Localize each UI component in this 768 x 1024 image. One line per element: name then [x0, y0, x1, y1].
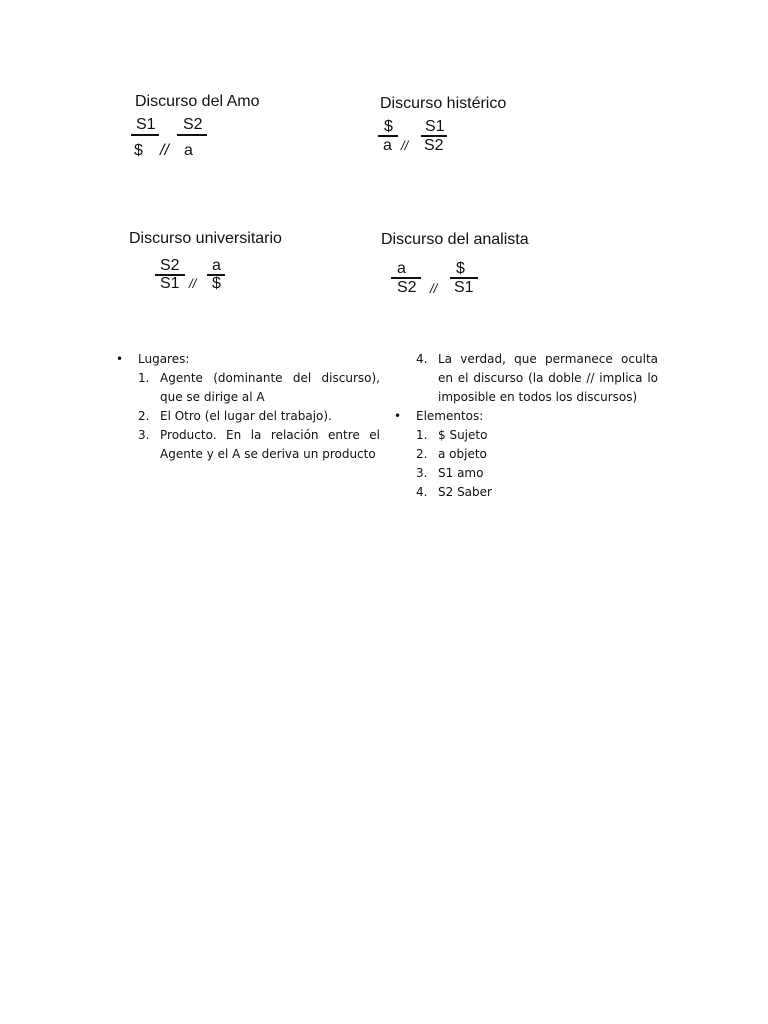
amo-bar-right	[177, 134, 207, 136]
text-column-left	[116, 350, 380, 464]
discurso-analista-title: Discurso del analista	[381, 231, 529, 248]
historico-top-right: S1	[425, 118, 445, 135]
list-number: 4.	[416, 352, 428, 366]
discurso-universitario-title: Discurso universitario	[129, 230, 282, 247]
historico-separator: //	[401, 138, 409, 153]
list-text: a objeto	[438, 447, 487, 461]
list-item	[116, 426, 380, 464]
amo-separator: //	[160, 142, 169, 159]
list-number: 3.	[416, 466, 428, 480]
discurso-amo-title: Discurso del Amo	[135, 93, 260, 110]
lugares-heading: • Lugares:	[116, 350, 380, 369]
list-item	[394, 350, 658, 407]
amo-top-right: S2	[183, 116, 203, 133]
list-number: 3.	[138, 428, 150, 442]
amo-top-left: S1	[136, 116, 156, 133]
list-number: 2.	[138, 409, 150, 423]
list-number: 1.	[416, 428, 428, 442]
amo-bar-left	[131, 134, 159, 136]
list-item	[116, 407, 380, 426]
list-number: 1.	[138, 371, 150, 385]
list-item	[394, 464, 658, 483]
list-text: $ Sujeto	[438, 428, 488, 442]
list-number: 2.	[416, 447, 428, 461]
historico-bottom-left: a	[383, 137, 392, 154]
universitario-top-right: a	[212, 257, 221, 274]
universitario-separator: //	[189, 276, 197, 291]
list-text: El Otro (el lugar del trabajo).	[160, 409, 332, 423]
elementos-heading: • Elementos:	[394, 407, 658, 426]
analista-top-left: a	[397, 260, 406, 277]
list-item	[394, 445, 658, 464]
universitario-bottom-right: $	[212, 275, 221, 292]
list-text: La verdad, que permanece oculta en el discurso (la doble // implica lo imposible en todos los discursos)	[438, 352, 658, 404]
historico-top-left: $	[384, 118, 393, 135]
analista-separator: //	[430, 281, 438, 296]
universitario-bottom-left: S1	[160, 275, 180, 292]
analista-top-right: $	[456, 260, 465, 277]
list-text: Producto. En la relación entre el Agente y el A se deriva un producto	[160, 428, 380, 461]
list-text: Agente (dominante del discurso), que se dirige al A	[160, 371, 380, 404]
list-item	[394, 483, 658, 502]
list-text: S2 Saber	[438, 485, 492, 499]
list-item	[394, 426, 658, 445]
amo-bottom-left: $	[134, 142, 143, 159]
text-column-right	[394, 350, 658, 502]
universitario-top-left: S2	[160, 257, 180, 274]
discurso-historico-title: Discurso histérico	[380, 95, 507, 112]
amo-bottom-right: a	[184, 142, 193, 159]
analista-bottom-left: S2	[397, 279, 417, 296]
historico-bottom-right: S2	[424, 137, 444, 154]
list-item	[116, 369, 380, 407]
list-text: S1 amo	[438, 466, 484, 480]
analista-bottom-right: S1	[454, 279, 474, 296]
list-number: 4.	[416, 485, 428, 499]
